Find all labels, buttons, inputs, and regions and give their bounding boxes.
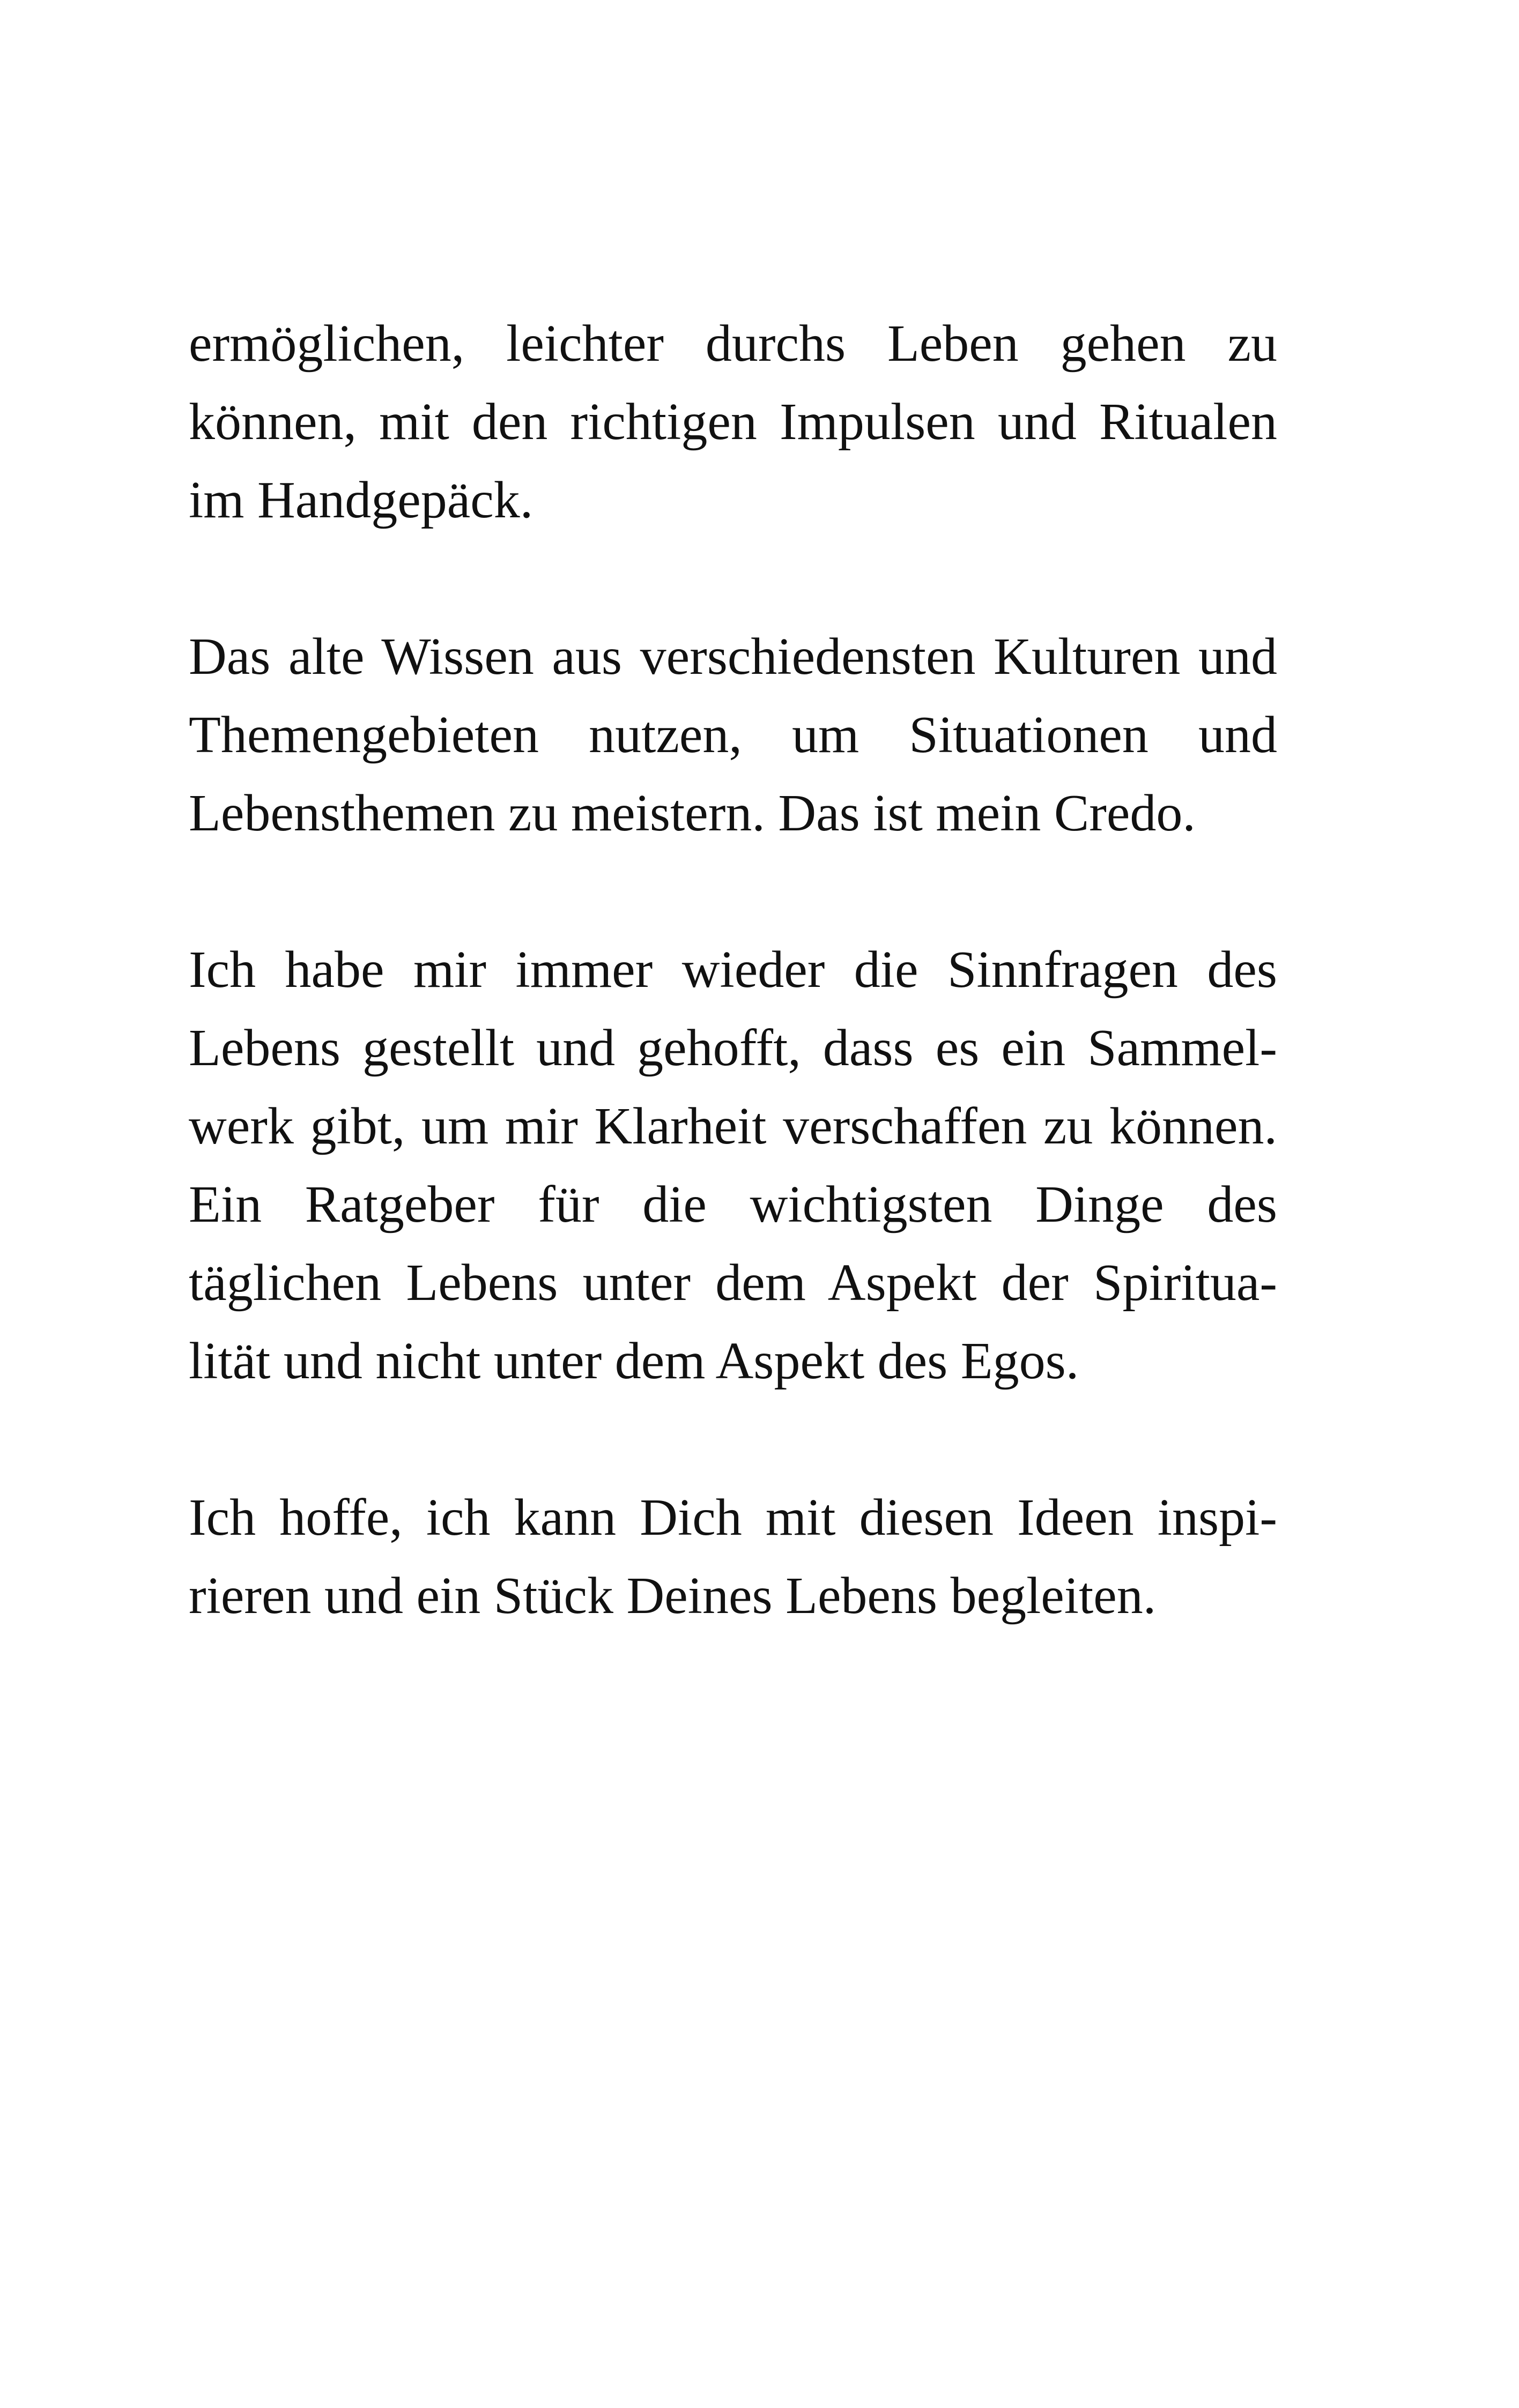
body-text [189,304,1277,1713]
paragraph-2 [189,618,1277,852]
paragraph-4 [189,1478,1277,1635]
text-line: Lebensthemen zu meistern. Das ist mein Credo. [189,784,1196,842]
text-line: werk gibt, um mir Klarheit verschaffen zu können. [189,1097,1277,1155]
paragraph-1 [189,304,1277,539]
text-line: lität und nicht unter dem Aspekt des Egos. [189,1332,1079,1390]
text-line: Ein Ratgeber für die wichtigsten Dinge des [189,1176,1277,1233]
text-line: Themengebieten nutzen, um Situationen und [189,706,1277,764]
text-line: im Handgepäck. [189,471,533,529]
text-line: Ich hoffe, ich kann Dich mit diesen Ideen inspi- [189,1489,1277,1547]
text-line: Das alte Wissen aus verschiedensten Kulturen und [189,628,1277,686]
text-line: täglichen Lebens unter dem Aspekt der Spiritua- [189,1254,1277,1312]
text-line: Lebens gestellt und gehofft, dass es ein Sammel- [189,1019,1277,1077]
text-line: können, mit den richtigen Impulsen und Ritualen [189,393,1277,451]
paragraph-3 [189,931,1277,1400]
text-line: Ich habe mir immer wieder die Sinnfragen des [189,941,1277,999]
text-line: rieren und ein Stück Deines Lebens begleiten. [189,1567,1157,1625]
text-line: ermöglichen, leichter durchs Leben gehen zu [189,315,1277,373]
